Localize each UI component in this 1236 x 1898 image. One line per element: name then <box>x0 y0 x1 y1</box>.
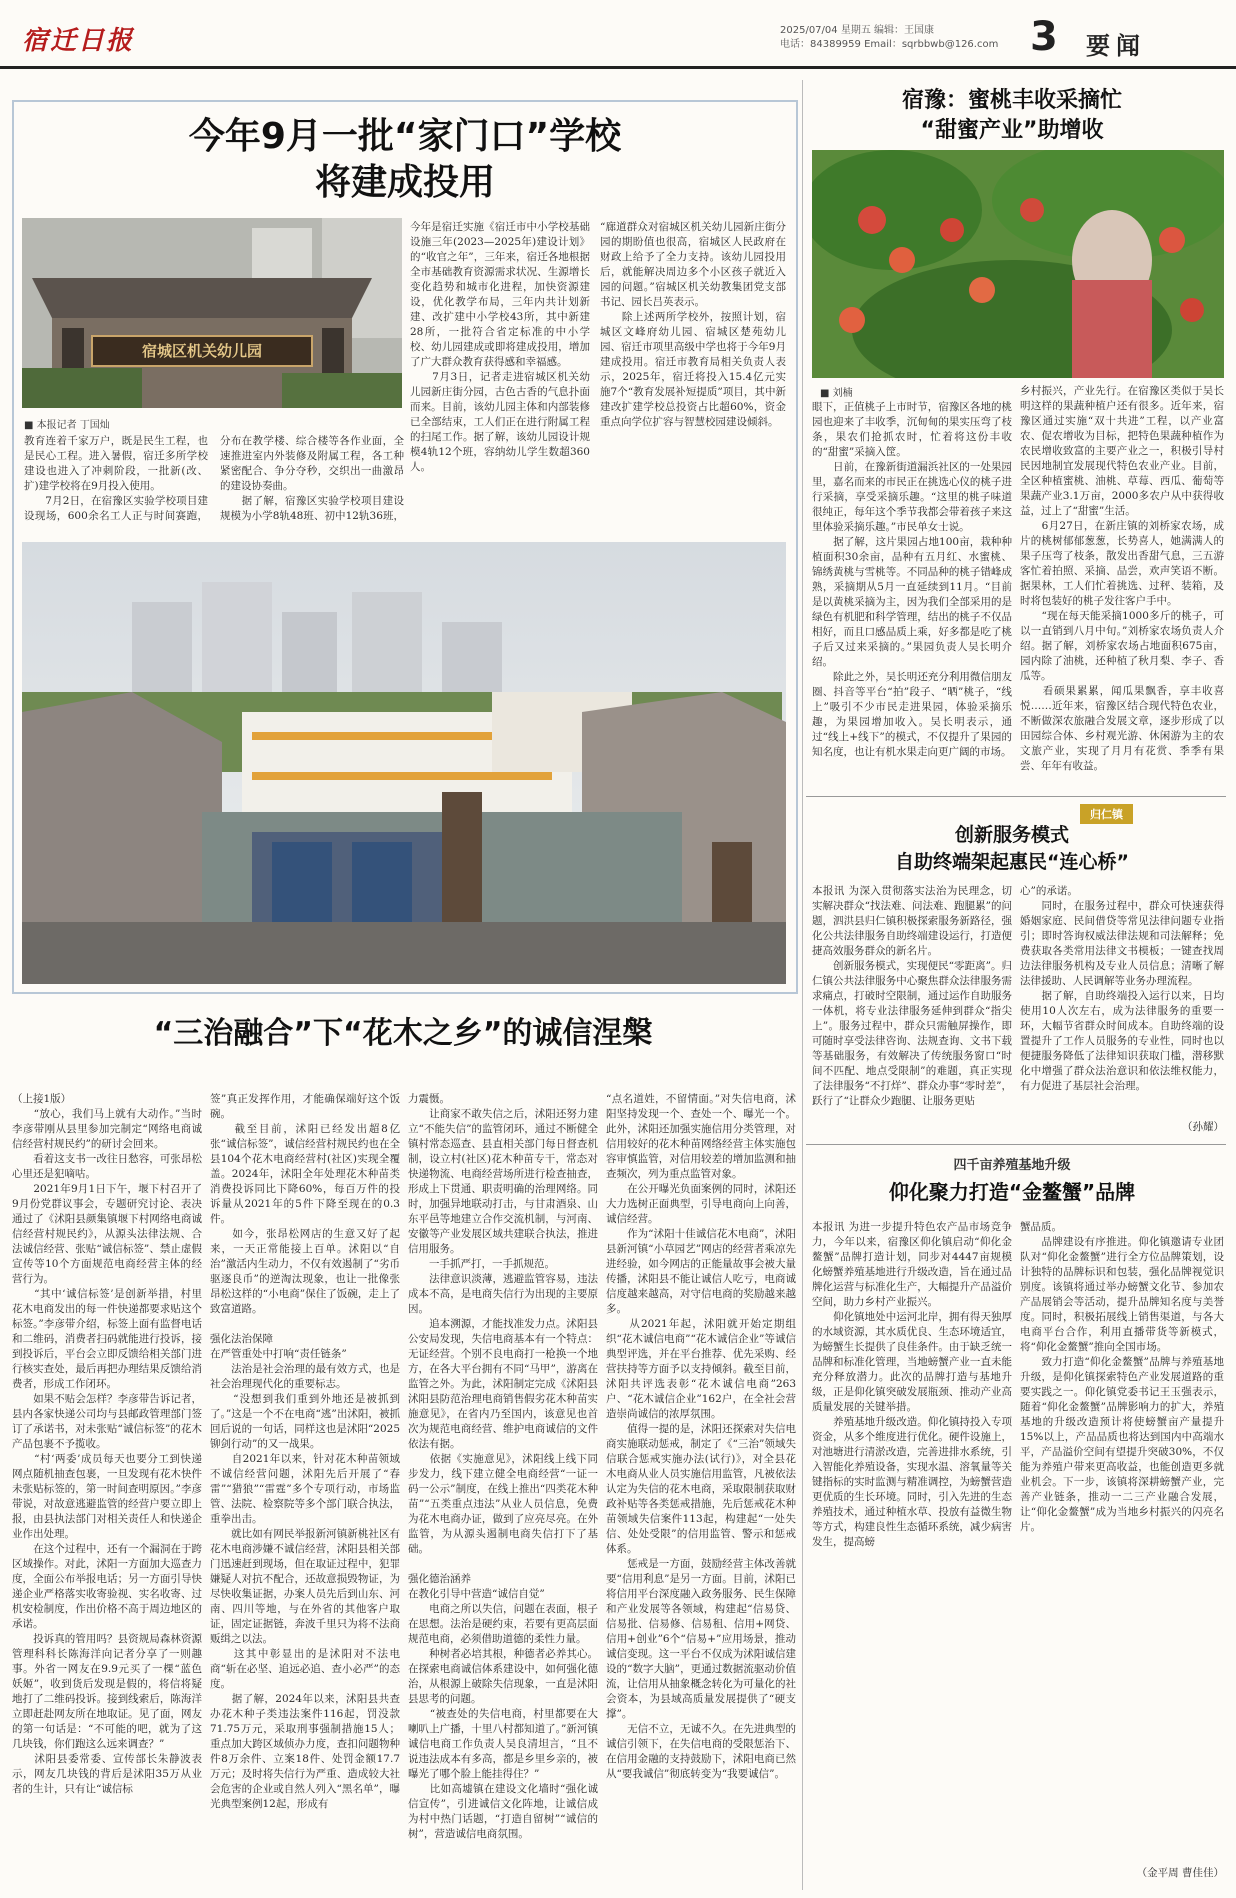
lead-col3: “廊道群众对宿城区机关幼儿园新庄街分园的期盼值也很高，宿城区人民政府在财政上给予了全力支持。该幼儿园投用后，就能解决周边多个小区孩子就近入园的问题。”宿城区机关幼教集团党支部书记、园长吕英表示。 除上述两所学校外，按照计划，宿城区文峰府幼儿园、宿城区楚苑幼儿园、宿迁市项里高级中学也将于今年9月建成投用。宿迁市教育局相关负责人表示，2025年，宿迁将投入15.4亿元实施7个“教育发展补短提质”项目，其中新建改扩建学校总投资占比超60%，资金重点向学位扩容与智慧校园建设倾斜。 <box>600 221 786 428</box>
masthead-meta <box>780 24 998 52</box>
credit-col4: “点名道姓，不留情面。”对失信电商，沭阳坚持发现一个、查处一个、曝光一个。此外，沭阳还加强实施信用分类管理，对信用较好的花木种苗网络经营主体实施包容审慎监管，对信用较差的增加监测和抽查频次，列为重点监管对象。 在公开曝光负面案例的同时，沭阳还大力选树正面典型，引导电商向上向善，诚信经营。 作为“沭阳十佳诚信花木电商”，沭阳县新河镇“小草园艺”网店的经营者乘凉先进经验，如今网店的正能量故事会被大量传播，沭阳县不能让诚信人吃亏，电商诚信度越来越高，对守信电商的奖励越来越多。 从2021年起，沭阳就开始定期组织“花木诚信电商”“花木诚信企业”等诚信典型评选，并在平台推荐、优先采购、经营扶持等方面予以支持倾斜。截至目前，沭阳共评选表彰“花木诚信电商”263户、“花木诚信企业”162户，在全社会营造崇尚诚信的浓厚氛围。 值得一提的是，沭阳还探索对失信电商实施联动惩戒，制定了《“三治”领域失信联合惩戒实施办法(试行)》，对全县花木电商从业人员实施信用监管，凡被依法认定为失信的花木电商，采取限制获取财政补贴等各类惩戒措施，先后惩戒花木种苗领域失信案件113起，构建起“一处失信、处处受限”的信用监管、警示和惩戒体系。 惩戒是一方面，鼓励经营主体改善就要“信用利息”是另一方面。目前，沭阳已将信用平台深度融入政务服务、民生保障和产业发展等各领域，构建起“信易贷、信易批、信易修、信易租、信用+网贷、信用+创业”6个“信易+”应用场景，推动诚信变现。这一平台不仅成为沭阳诚信建设的“数字大脑”，更通过数据流驱动价值流，让信用从抽象概念转化为可量化的社会资本，为县域高质量发展提供了“硬支撑”。 无信不立，无诚不久。在先进典型的诚信引领下，在失信电商的受限惩治下、在信用金融的支持鼓励下，沭阳电商已然从“要我诚信”彻底转变为“我要诚信”。 <box>606 1093 796 1780</box>
school-campus-photo <box>22 542 786 984</box>
lead-col1: 教育连着千家万户，既是民生工程，也是民心工程。进入暑假，宿迁多所学校建设也进入了冲刺阶段，一批新(改、扩)建学校将在9月投入使用。 7月2日，在宿豫区实验学校项目建设现场，600余名工人正与时间赛跑，分布在教学楼、综合楼等各作业面，全速推进室内外装修及附属工程，各工种紧密配合、争分夺秒，交织出一曲激昂的建设协奏曲。 据了解，宿豫区实验学校项目建设规模为小学8轨48班、初中12轨36班， <box>24 435 404 522</box>
crab-col2: 蟹品质。 品牌建设有序推进。仰化镇邀请专业团队对“仰化金鳌蟹”进行全方位品牌策划，设计独特的品牌标识和包装，强化品牌视觉识别度。该镇将通过举办螃蟹文化节、参加农产品展销会等活动，提升品牌知名度与美誉度。同时，积极拓展线上销售渠道，与各大电商平台合作，利用直播带货等新模式，将“仰化金鳌蟹”推向全国市场。 致力打造“仰化金鳌蟹”品牌与养殖基地升级，是仰化镇探索特色产业发展道路的重要实践之一。仰化镇党委书记王玉强表示，随着“仰化金鳌蟹”品牌影响力的扩大，养殖基地的升级改造预计将使螃蟹亩产量提升15%以上，产品品质也将达到国内中高端水平，产品溢价空间有望提升突破30%，不仅能为养殖户带来更高收益，也能创造更多就业机会。下一步，该镇将深耕螃蟹产业，完善产业链条，推动一二三产业融合发展，让“仰化金鳌蟹”成为当地乡村振兴的闪亮名片。 <box>1020 1221 1224 1533</box>
peach-harvest-photo <box>812 150 1224 378</box>
kindergarten-sign: 宿城区机关幼儿园 <box>141 342 262 360</box>
issue-date: 2025/07/04 星期五 编辑：王国康 <box>780 25 934 36</box>
peach-col1: 眼下，正值桃子上市时节，宿豫区各地的桃园也迎来了丰收季，沉甸甸的果实压弯了枝条，果农们抢抓农时，忙着将这份丰收的“甜蜜”采摘入筐。 日前，在豫新街道漏浜社区的一处果园里，嘉名而来的市民正在挑选心仪的桃子进行采摘，享受采摘乐趣。“这里的桃子味道很纯正，每年这个季节我都会带着孩子来这里体验采摘乐趣。”市民单女士说。 据了解，这片果园占地100亩，栽种种植面积30余亩，品种有五月红、水蜜桃、锦绣黄桃与雪桃等。不同品种的桃子错峰成熟，采摘期从5月一直延续到11月。“目前是以黄桃采摘为主，因为我们全部采用的是绿色有机肥和科学管理，结出的桃子不仅品相好，而且口感品质上乘，好多都是吃了桃子后又过来采摘的。”果园负责人吴长明介绍。 除此之外，吴长明还充分利用微信朋友圈、抖音等平台“拍”段子、“晒”桃子，“线上”吸引不少市民走进果园，体验采摘乐趣，为果园增加收入。吴长明表示，通过“线上+线下”的模式，不仅提升了果园的知名度，也让有机水果走向更广阔的市场。 <box>812 401 1012 758</box>
campus-illustration <box>22 542 786 984</box>
service-col1: 本报讯 为深入贯彻落实法治为民理念，切实解决群众“找法难、问法难、跑腿累”的问题，泗洪县归仁镇积极探索服务新路径，强化公共法律服务自助终端建设运行，打造便捷高效服务群众的新名片。 创新服务模式，实现便民“零距离”。归仁镇公共法律服务中心聚焦群众法律服务需求痛点，打破时空限制，通过运作自助服务一体机，将专业法律服务延伸到群众“指尖上”。服务过程中，群众只需触屏操作，即可随时享受法律咨询、法规查询、文书下载等基础服务，有效解决了传统服务窗口“时间不匹配、地点受限制”的难题，真正实现了法律服务“不打烊”、群众办事“零时差”，跃行了“让群众少跑腿、让服务更贴 <box>812 885 1012 1107</box>
gate-illustration <box>22 218 402 408</box>
divider <box>806 1144 1226 1145</box>
lead-headline <box>14 114 796 206</box>
kindergarten-gate-photo <box>22 218 402 408</box>
crab-headline: 仰化聚力打造“金鳌蟹”品牌 <box>888 1180 1136 1204</box>
peach-byline: ■ 刘楠 <box>820 388 853 399</box>
peach-illustration <box>812 150 1224 378</box>
credit-col2: 签”真正发挥作用，才能确保端好这个饭碗。 截至目前，沭阳已经发出超8亿张“诚信标签”，诚信经营村规民约也在全县104个花木电商经营村(社区)实现全覆盖。2024年，沭阳全年处理花木种苗类消费投诉同比下降60%，每百万件的投诉量从2021年的5件下降至现在的0.3件。 如今，张昂松网店的生意又好了起来，一天正常能接上百单。沭阳以“自治”激活内生动力，不仅有效遏制了“劣币驱逐良币”的逆淘汰现象，也让一批像张昂松这样的“小电商”保住了饭碗，走上了致富道路。 强化法治保障 在严管重处中打响“责任链条” 法治是社会治理的最有效方式，也是社会治理现代化的重要标志。 “没想到我们重到外地还是被抓到了。”这是一个不在电商“逃”出沭阳，被抓回后说的一句话，同样这也是沭阳“2025铆剑行动”的又一战果。 自2021年以来，针对花木种苗领域不诚信经营问题，沭阳先后开展了“春雷”“猎狼”“雷霆”多个专项行动，市场监管、法院、检察院等多个部门联合执法，重拳出击。 就比如有网民举报新河镇新桃社区有花木电商涉嫌不诚信经营，沭阳县相关部门迅速赶到现场，但在取证过程中，犯罪嫌疑人对抗不配合，还故意损毁物证，为尽快收集证据，办案人员先后到山东、河南、四川等地，与在外省的其他客户取证，固定证据链，奔波千里只为将不法商贩缉之以法。 这其中彰显出的是沭阳对不法电商“斩在必坚、追远必追、查小必严”的态度。 据了解，2024年以来，沭阳县共查办花木种子类违法案件116起，罚没款71.75万元，采取刑事强制措施15人；重点加大跨区域侦办力度，查扣问题物种件8万余件、立案18件、处罚金额17.7万元；及时将失信行为严重、造成较大社会危害的企业或自然人列入“黑名单”，曝光典型案例12起，形成有 <box>210 1093 400 1810</box>
credit-col3: 力震慑。 让商家不敢失信之后，沭阳还努力建立“不能失信”的监管闭环，通过不断健全镇村常态巡查、县直相关部门每日督查机制，设立村(社区)花木种苗专干，常态对快递物流、电商经营场所进行检查抽查，形成上下贯通、职责明确的治理网络。同时，加强异地联动打击，与甘肃酒泉、山东平邑等地建立合作交流机制，与河南、安徽等产业发展区域共建联合执法，推进信用服务。 一手抓严打，一手抓规范。 法律意识淡薄，逃避监管容易，违法成本不高，是电商失信行为出现的主要原因。 追本溯源，才能找准发力点。沭阳县公安局发现，失信电商基本有一个特点：无证经营。个别不良电商打一枪换一个地方，在各大平台拥有不同“马甲”，游离在监管之外。为此，沭阳制定完成《沭阳县沭阳县防范治理电商销售假劣花木种苗实施意见》，在省内乃至国内，该意见也首次为规范电商经营、维护电商诚信的文件依法有据。 依据《实施意见》，沭阳线上线下同步发力，线下建立健全电商经营“一证一码一公示”制度，在线上推出“四类花木种苗”“五类重点违法”从业人员信息，免费为花木电商办证，做到了应亮尽亮。在外监管，为从源头遏制电商失信打下了基础。 强化德治涵养 在教化引导中营造“诚信自觉” 电商之所以失信，问题在表面，根子在思想。法治是硬约束，若要有更高层面规范电商，必须借助道德的柔性力量。 种树者必培其根，种德者必养其心。在探索电商诚信体系建设中，如何强化德治，从根源上破除失信现象，一直是沭阳县思考的问题。 “被查处的失信电商，村里都要在大喇叭上广播，十里八村都知道了。”新河镇诚信电商工作负责人吴良清坦言，“且不说违法成本有多高，都是乡里乡亲的，被曝光了哪个脸上能挂得住？” 比如高墟镇在建设文化墙时“强化诚信宣传”，引进诚信文化阵地，让诚信成为村中热门话题，“打造自留树”“诚信的树”，营造诚信电商氛围。 <box>408 1093 598 1840</box>
divider <box>806 796 1226 797</box>
peach-headline-line2: “甜蜜产业”助增收 <box>920 118 1104 143</box>
peach-headline <box>812 86 1212 146</box>
service-signature: （孙耀） <box>1182 1121 1224 1133</box>
credit-headline: “三治融合”下“花木之乡”的诚信涅槃 <box>153 1016 653 1051</box>
newspaper-logo: 宿迁日报 <box>22 26 135 56</box>
lead-story-box <box>12 100 798 994</box>
service-headline <box>812 822 1212 876</box>
crab-kicker: 四千亩养殖基地升级 <box>953 1158 1071 1173</box>
lead-byline: ■ 本报记者 丁国灿 <box>24 420 110 431</box>
column-separator <box>802 80 803 1890</box>
masthead <box>0 0 1236 60</box>
location-tag: 归仁镇 <box>1080 804 1133 824</box>
masthead-rule <box>0 66 1236 69</box>
crab-signature: （金平周 曹佳佳） <box>1136 1867 1224 1879</box>
credit-col1: （上接1版） “放心，我们马上就有大动作。”当时李彦带刚从县里参加完制定“网络电商诚信经营村规民约”的研讨会回来。 看着这支书一改往日愁容，可张昂松心里还是犯嘀咕。 2021年9月1日下午，堰下村召开了9月份党群议事会，专题研究讨论、表决通过了《沭阳县颜集镇堰下村网络电商诚信经营村规民约》，从源头法律法规、合法诚信经营、张贴“诚信标签”、禁止虚假宣传等10个方面规范电商经营主体的经营行为。 “其中‘诚信标签’是创新举措，村里花木电商发出的每一件快递都要求贴这个标签。”李彦带介绍，标签上面有监督电话和二维码，消费者扫码就能进行投诉，接到投诉后，平台会立即反馈给相关部门进行核实查处，最后再把办理结果反馈给消费者，形成工作闭环。 如果不贴会怎样？李彦带告诉记者，县内各家快递公司均与县邮政管理部门签订了承诺书，对未张贴“诚信标签”的花木产品包裹不予揽收。 “村‘两委’成员每天也要分工到快递网点随机抽查包裹，一旦发现有花木快件未张贴标签的，第一时间查明原因。”李彦带说，对故意逃避监管的经营户要立即上报，由县执法部门对相关责任人和快递企业作出处理。 在这个过程中，还有一个漏洞在于跨区域操作。对此，沭阳一方面加大巡查力度，全面公布举报电话；另一方面引导快递企业严格落实收寄验视、实名收寄、过机安检制度，作出价格不高于周边地区的承诺。 投诉真的管用吗？县资规局森林资源管理科科长陈海洋向记者分享了一则趣事。外省一网友在9.9元买了一棵“蓝色妖姬”，收到货后发现是假的，将信将疑地打了二维码投诉。接到线索后，陈海洋立即赶赴网友所在地取证。见了面，网友的第一句话是：“不可能的吧，就为了这几块钱，你们跑这么远来调查？” 沭阳县委常委、宣传部长朱静波表示，网友几块钱的背后是沭阳35万从业者的生计，只有让“诚信标 <box>12 1093 202 1795</box>
page-number: 3 <box>1030 14 1058 60</box>
lead-headline-line2: 将建成投用 <box>314 162 495 203</box>
lead-col2: 今年是宿迁实施《宿迁市中小学校基础设施三年(2023—2025年)建设计划》的“收官之年”，三年来，宿迁各地根据全市基础教育资源需求状况、生源增长变化趋势和城市化进程，加快资源建设，优化教学布局，三年内共计划新建、改扩建中小学校43所，其中新建28所，一批符合省定标准的中小学校、幼儿园建成或即将建成投用，增加了广大群众教育获得感和幸福感。 7月3日，记者走进宿城区机关幼儿园新庄街分园，古色古香的气息扑面而来。目前，该幼儿园主体和内部装修已全部结束，工人们正在进行附属工程的扫尾工作。据了解，该幼儿园设计规模4轨12个班，容纳幼儿学生数超360人。 <box>410 221 590 473</box>
service-headline-line1: 创新服务模式 <box>954 824 1069 846</box>
contact-info: 电话：84389959 Email：sqrbbwb@126.com <box>780 39 999 50</box>
service-col2: 心”的承诺。 同时，在服务过程中，群众可快速获得婚姻家庭、民间借贷等常见法律问题专业指引；即时答询权威法律法规和司法解释；免费获取各类常用法律文书模板；一键查找周边法律服务机构及专业人员信息；清晰了解法律援助、人民调解等业务办理流程。 据了解，自助终端投入运行以来，日均使用10人次左右，成为法律服务的重要一环，大幅节省群众时间成本。自助终端的设置提升了工作人员服务的专业性，同时也以便捷服务降低了法律知识获取门槛，潜移默化中增强了群众法治意识和依法维权能力，有力促进了基层社会治理。 <box>1020 885 1224 1092</box>
peach-col2: 乡村振兴，产业先行。在宿豫区类似于吴长明这样的果蔬种植户还有很多。近年来，宿豫区通过实施“双十共进”工程，以产业富农、促农增收为目标，把特色果蔬种植作为农民增收致富的主要产业之一，积极引导村民因地制宜发展现代特色农业产业。目前，全区种植蜜桃、油桃、草莓、西瓜、葡萄等果蔬产业3.1万亩，2000多农户从中获得收益，过上了“甜蜜”生活。 6月27日，在新庄镇的刘桥家农场，成片的桃树郁郁葱葱，长势喜人，她满满人的果子压弯了枝条，散发出香甜气息，三五游客忙着拍照、采摘、品尝，欢声笑语不断。据果林，工人们忙着挑选、过秤、装箱，及时将包装好的桃子发往客户手中。 “现在每天能采摘1000多斤的桃子，可以一直销到八月中旬。”刘桥家农场负责人介绍。据了解，刘桥家农场占地面积675亩，园内除了油桃，还种植了秋月梨、李子、香瓜等。 看硕果累累，闻瓜果飘香，享丰收喜悦……近年来，宿豫区结合现代特色农业，不断做深农旅融合发展文章，逐步形成了以田园综合体、乡村观光游、休闲游为主的农文旅产业，实现了月月有花赏、季季有果尝、年年有收益。 <box>1020 385 1224 772</box>
crab-col1: 本报讯 为进一步提升特色农产品市场竞争力，今年以来，宿豫区仰化镇启动“仰化金鳌蟹”品牌打造计划，同步对4447亩规模化螃蟹养殖基地进行升级改造，旨在通过品牌化运营与标准化生产，大幅提升产品溢价空间，助力乡村产业振兴。 仰化镇地处中运河北岸，拥有得天独厚的水域资源，其水质优良、生态环境适宜，为螃蟹生长提供了良佳条件。由于缺乏统一品牌和标准化管理，当地螃蟹产业一直未能充分释放潜力。此次的品牌打造与基地升级，正是仰化镇突破发展瓶颈、推动产业高质量发展的关键举措。 养殖基地升级改造。仰化镇持投入专项资金，从多个维度进行优化。硬件设施上，对池塘进行清淤改造，完善进排水系统，引入智能化养殖设备，实现水温、溶氧量等关键指标的实时监测与精准调控，为螃蟹营造更优质的生长环境。同时，引入先进的生态养殖技术，通过种植水草、投放有益微生物等方式，构建良性生态循环系统，减少病害发生，提高螃 <box>812 1221 1012 1548</box>
lead-headline-line1: 今年9月一批“家门口”学校 <box>188 116 622 157</box>
service-headline-line2: 自助终端架起惠民“连心桥” <box>895 851 1129 873</box>
section-name: 要闻 <box>1086 32 1146 60</box>
peach-headline-line1: 宿豫：蜜桃丰收采摘忙 <box>901 88 1122 113</box>
